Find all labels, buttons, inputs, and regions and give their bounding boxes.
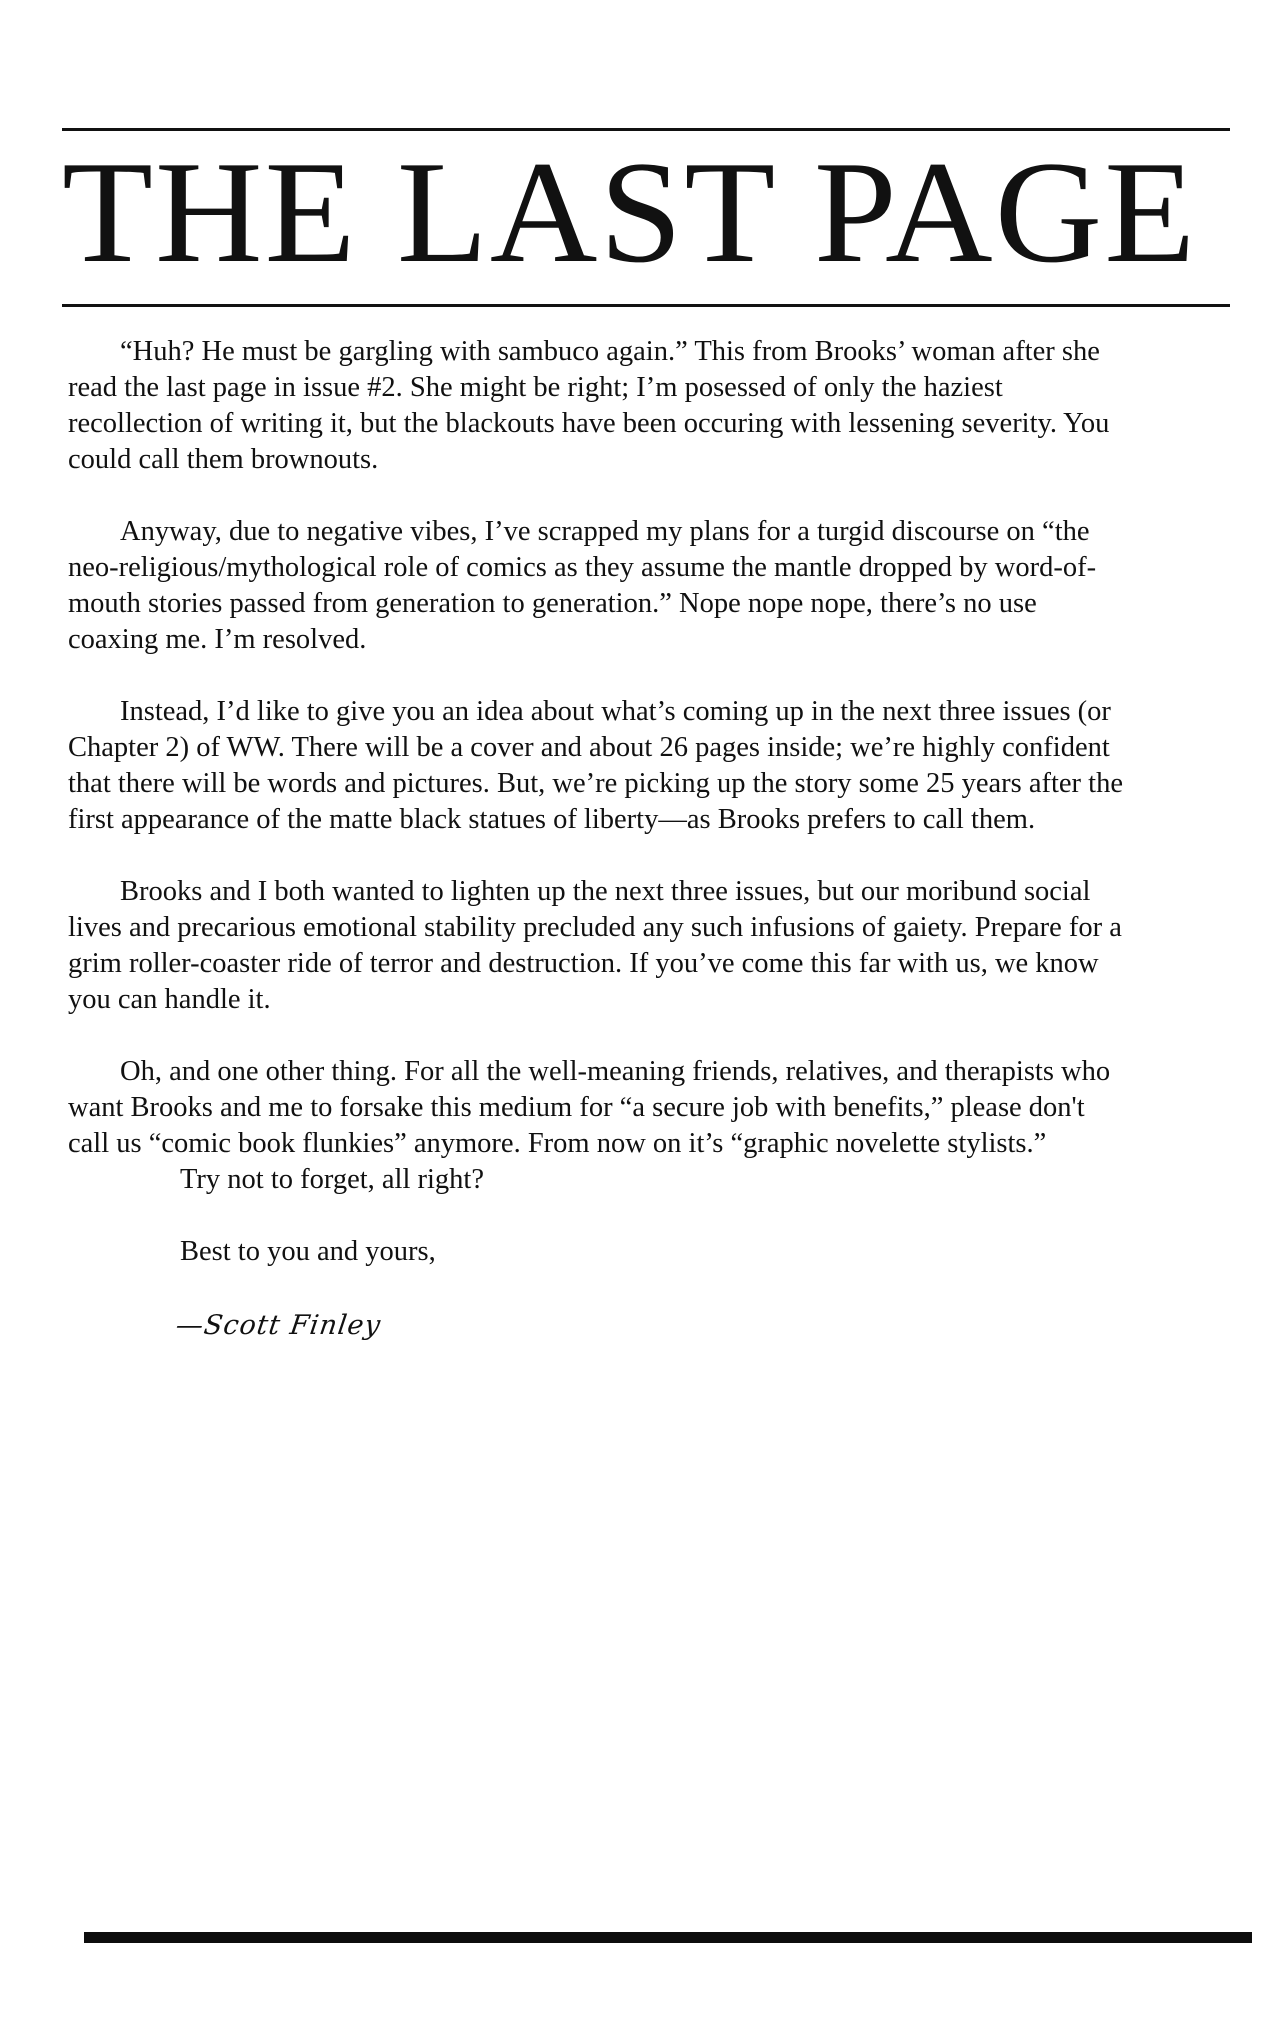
page-title: THE LAST PAGE [62, 131, 1198, 293]
paragraph-4: Brooks and I both wanted to lighten up the next three issues, but our moribund social lives and precarious emotional stability precluded any such infusions of gaiety. Prepare for a grim roller-coaster ride of terror and destruction. If you’ve come this far with us, we know you can handle it. [68, 876, 1122, 1015]
article-body [68, 334, 1128, 1382]
paragraph-5: Oh, and one other thing. For all the well-meaning friends, relatives, and therapists who want Brooks and me to forsake this medium for “a secure job with benefits,” please don't call us “comic book flunkies” anymore. From now on it’s “graphic novelette stylists.” [68, 1056, 1111, 1159]
bottom-rule [84, 1932, 1252, 1943]
signature: —Scott Finley [173, 1310, 384, 1341]
title-underline-rule [62, 304, 1230, 307]
paragraph-1: “Huh? He must be gargling with sambuco again.” This from Brooks’ woman after she read the last page in issue #2. She might be right; I’m posessed of only the haziest recollection of writing it, but the blackouts have been occuring with lessening severity. You could call them brownouts. [68, 336, 1110, 475]
closing-line-2: Best to you and yours, [180, 1236, 436, 1267]
paragraph-3: Instead, I’d like to give you an idea about what’s coming up in the next three issues (or Chapter 2) of WW. There will be a cover and about 26 pages inside; we’re highly confident that there will be words and pictures. But, we’re picking up the story some 25 years after the first appearance of the matte black statues of liberty—as Brooks prefers to call them. [68, 696, 1123, 835]
closing-line-1: Try not to forget, all right? [180, 1164, 484, 1195]
paragraph-2: Anyway, due to negative vibes, I’ve scrapped my plans for a turgid discourse on “the neo-religious/mythological role of comics as they assume the mantle dropped by word-of-mouth stories passed from generation to generation.” Nope nope nope, there’s no use coaxing me. I’m resolved. [68, 516, 1097, 655]
